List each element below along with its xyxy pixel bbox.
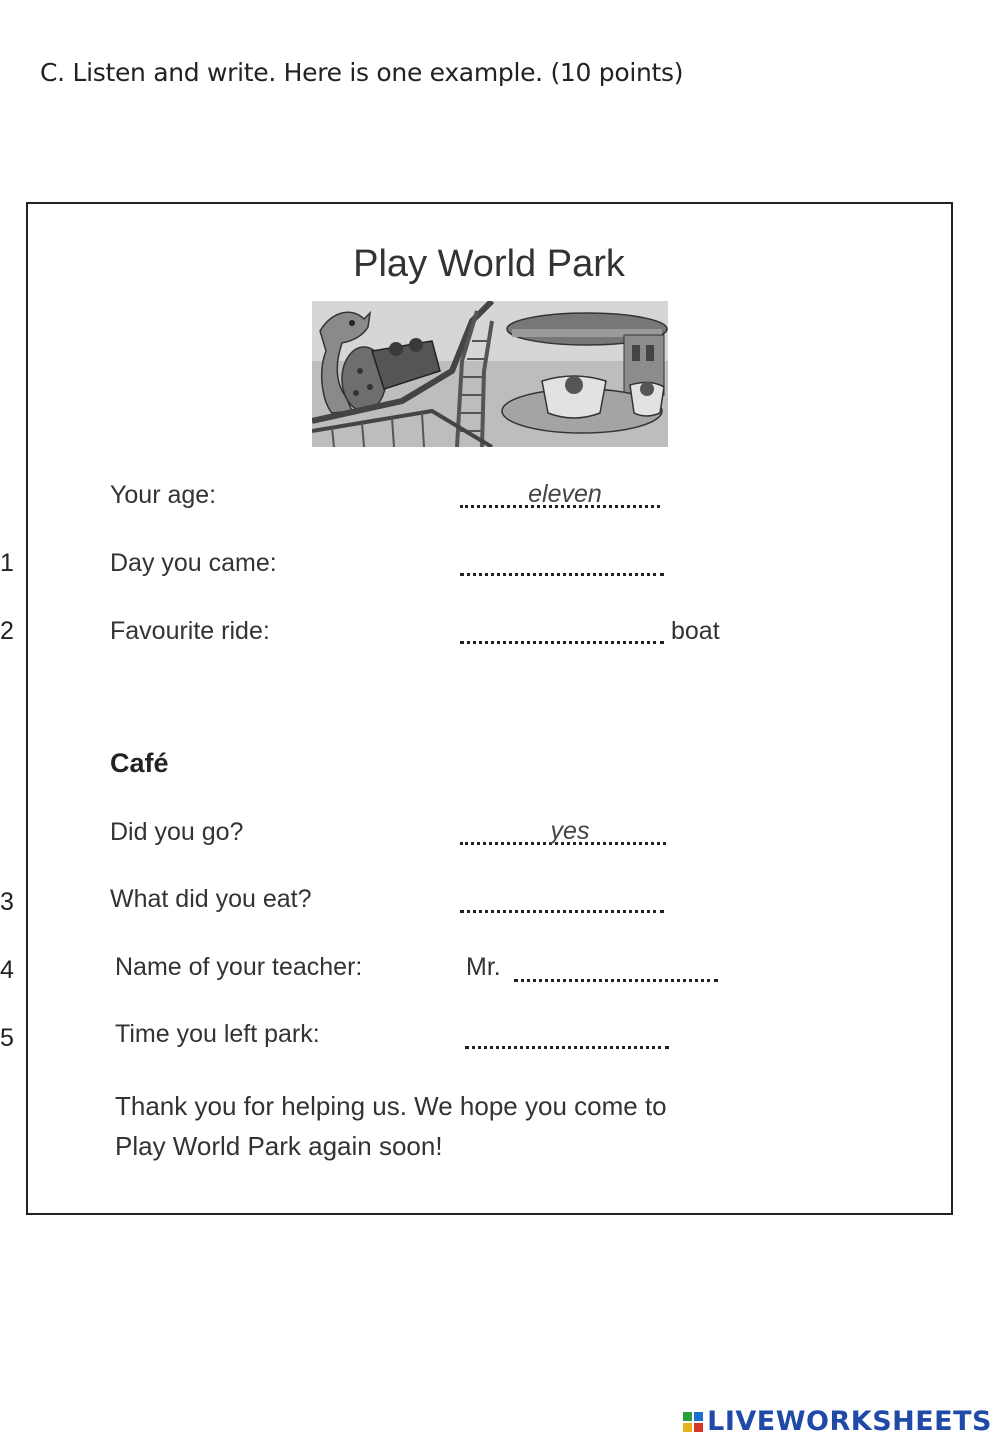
example-answer: eleven bbox=[528, 480, 602, 508]
answer-input-line[interactable] bbox=[514, 979, 718, 982]
closing-line: Thank you for helping us. We hope you come to bbox=[115, 1091, 667, 1121]
question-number: 3 bbox=[0, 888, 14, 916]
row-suffix: boat bbox=[671, 617, 720, 645]
row-label: Favourite ride: bbox=[110, 617, 270, 645]
row-label: Day you came: bbox=[110, 549, 277, 577]
closing-line: Play World Park again soon! bbox=[115, 1131, 443, 1161]
answer-input-line[interactable] bbox=[460, 641, 664, 644]
question-number: 2 bbox=[0, 617, 14, 645]
liveworksheets-grid-icon bbox=[683, 1412, 703, 1432]
answer-input-line[interactable] bbox=[460, 573, 664, 576]
question-number: 1 bbox=[0, 549, 14, 577]
row-label: Time you left park: bbox=[115, 1020, 320, 1048]
brand-name: LIVEWORKSHEETS bbox=[707, 1406, 992, 1437]
form-title: Play World Park bbox=[353, 243, 625, 285]
instructions-heading: C. Listen and write. Here is one example. (10 points) bbox=[40, 58, 684, 87]
amusement-park-illustration bbox=[312, 301, 668, 447]
answer-input-line[interactable] bbox=[465, 1046, 669, 1049]
question-number: 4 bbox=[0, 956, 14, 984]
example-answer: yes bbox=[550, 817, 590, 845]
cafe-heading: Café bbox=[110, 748, 169, 778]
row-label: Did you go? bbox=[110, 818, 244, 846]
row-label: What did you eat? bbox=[110, 885, 312, 913]
question-number: 5 bbox=[0, 1024, 14, 1052]
row-label: Your age: bbox=[110, 481, 217, 509]
answer-input-line[interactable] bbox=[460, 910, 664, 913]
liveworksheets-logo bbox=[683, 1406, 992, 1437]
closing-message bbox=[115, 1086, 755, 1166]
row-prefix: Mr. bbox=[466, 953, 501, 981]
row-label: Name of your teacher: bbox=[115, 953, 363, 981]
